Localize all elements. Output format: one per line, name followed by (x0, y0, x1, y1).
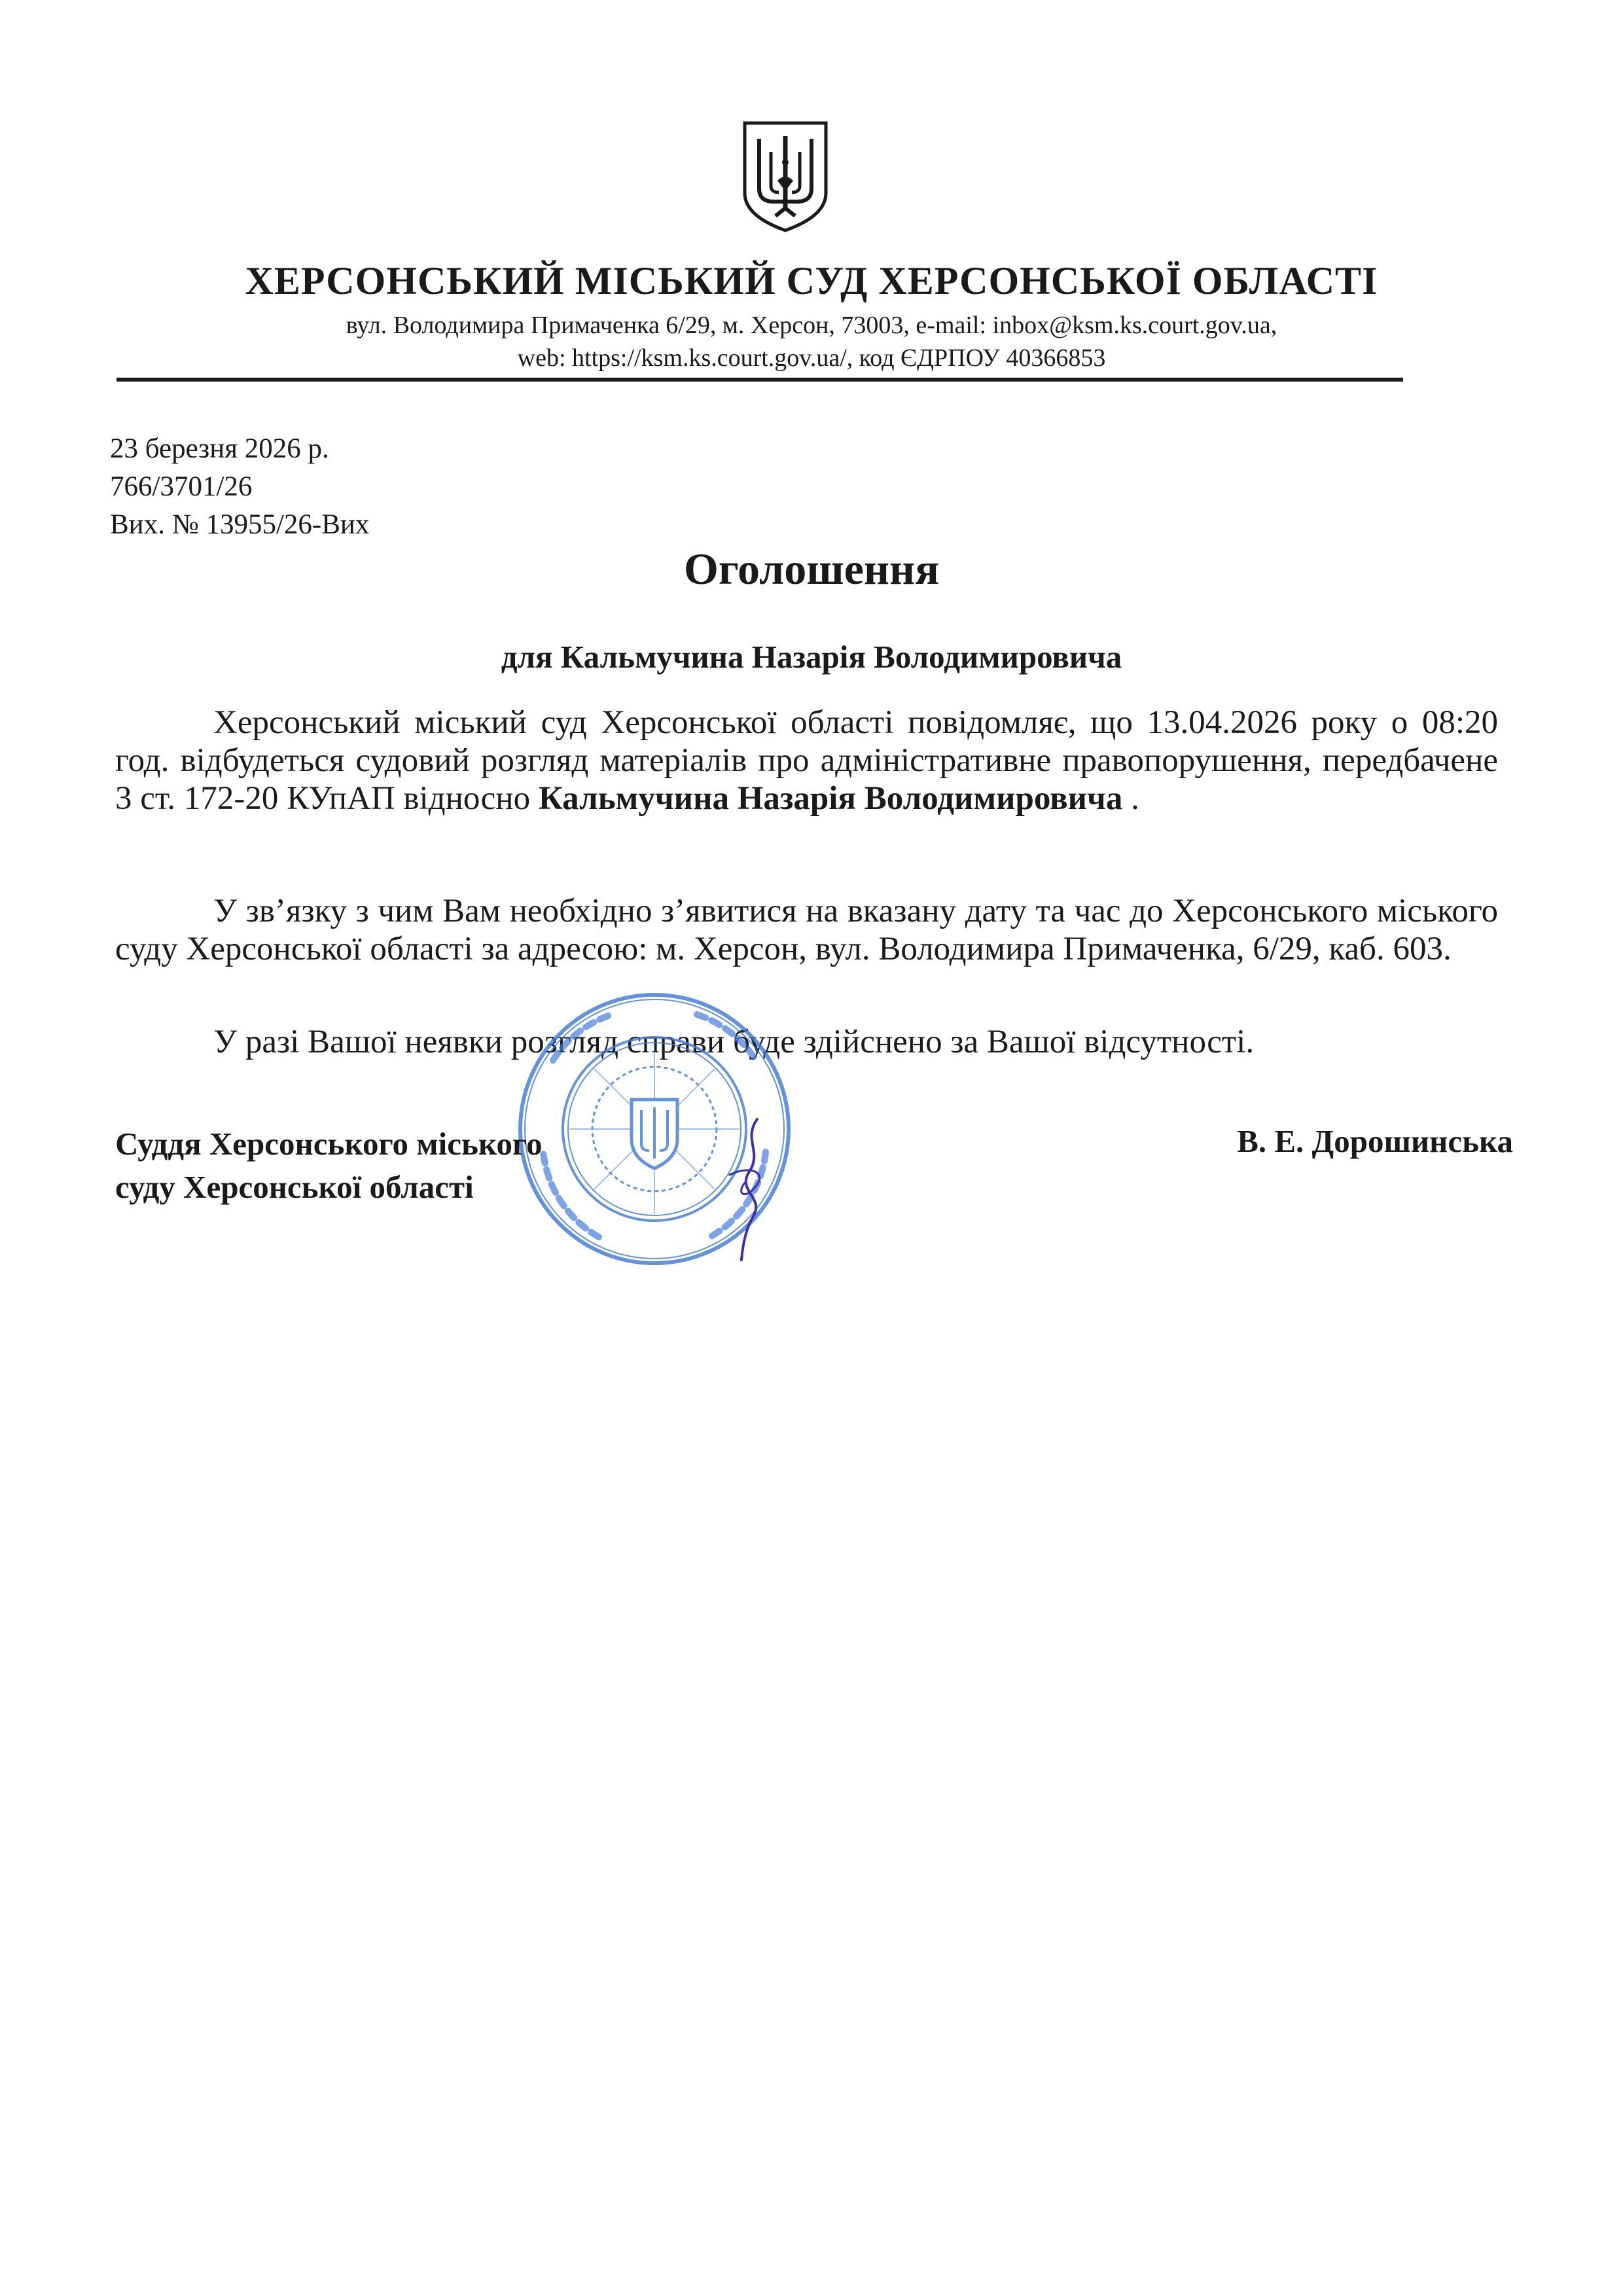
coat-of-arms-icon (740, 118, 831, 236)
judge-title-line2: суду Херсонської області (115, 1169, 474, 1205)
body-paragraph-1-text: Херсонський міський суд Херсонської області повідомляє, що 13.04.2026 року о 08:20 год. відбудеться судовий розгляд матеріалів про адміністративне правопорушення, передбачене 3 ст. 172-20 КУпАП відносно (115, 704, 1498, 817)
court-name: ХЕРСОНСЬКИЙ МІСЬКИЙ СУД ХЕРСОНСЬКОЇ ОБЛАСТІ (245, 259, 1378, 302)
case-number: 766/3701/26 (110, 471, 253, 502)
announcement-recipient: для Кальмучина Назарія Володимировича (501, 639, 1122, 675)
header-divider (116, 378, 1403, 382)
outgoing-number: Вих. № 13955/26-Вих (110, 509, 370, 540)
judge-title-line1: Суддя Херсонського міського (115, 1126, 543, 1162)
document-meta (110, 430, 369, 544)
document-date: 23 березня 2026 р. (110, 433, 329, 464)
defendant-name: Кальмучина Назарія Володимировича (538, 780, 1123, 817)
announcement-title: Оголошення (683, 544, 940, 594)
handwritten-signature (717, 1113, 782, 1263)
body-paragraph-1-end: . (1122, 780, 1139, 817)
court-address-line2: web: https://ksm.ks.court.gov.ua/, код ЄДРПОУ 40366853 (517, 344, 1106, 372)
body-paragraph-3: У разі Вашої неявки розгляд справи буде здійснено за Вашої відсутності. (213, 1024, 1255, 1060)
body-paragraph-1 (115, 704, 1498, 817)
body-paragraph-2: У зв’язку з чим Вам необхідно з’явитися на вказану дату та час до Херсонського міського суду Херсонської області за адресою: м. Херсон, вул. Володимира Примаченка, 6/29, каб. 603. (115, 893, 1498, 967)
judge-name: В. Е. Дорошинська (1237, 1123, 1513, 1159)
court-address-line1: вул. Володимира Примаченка 6/29, м. Херсон, 73003, e-mail: inbox@ksm.ks.court.gov.ua, (346, 312, 1277, 339)
judge-title (115, 1122, 543, 1209)
